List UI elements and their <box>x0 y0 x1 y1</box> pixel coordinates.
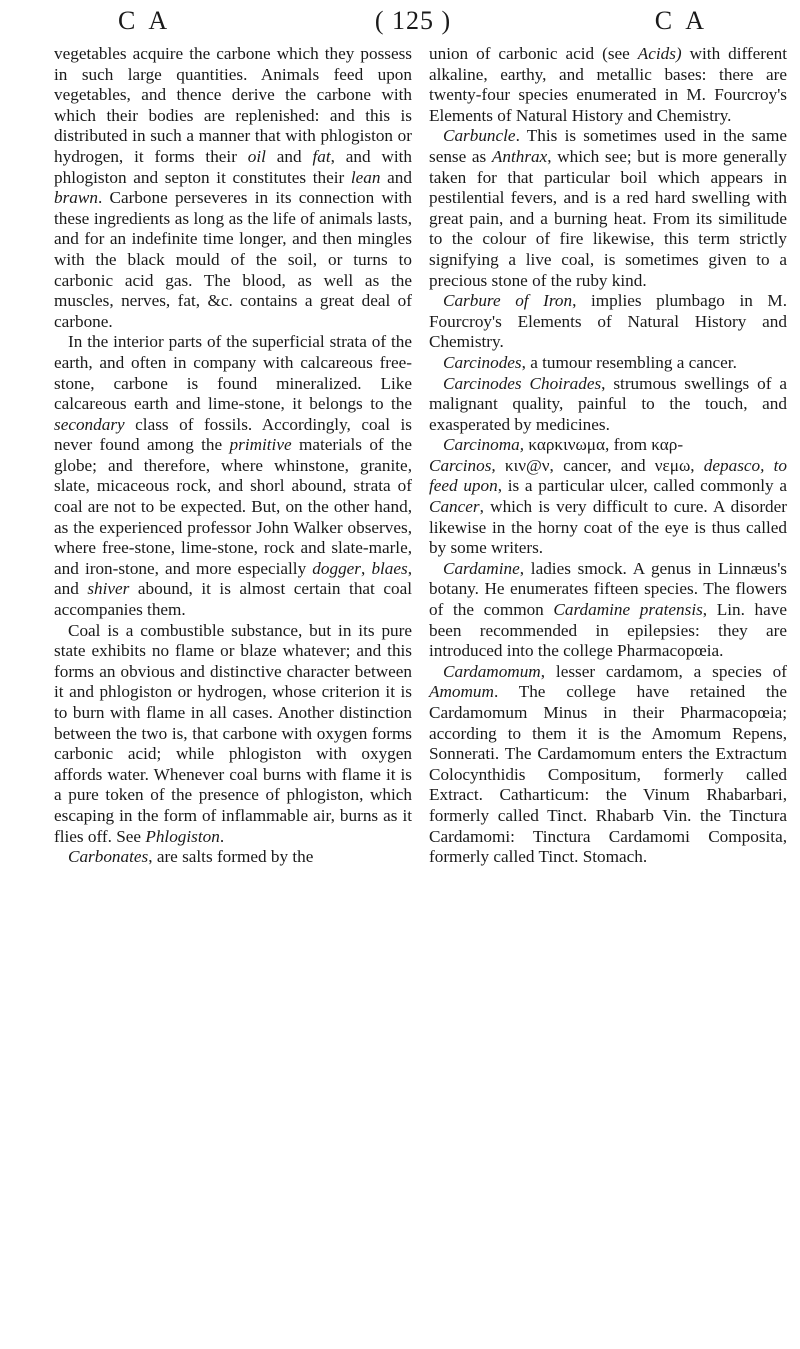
entry-term: Carbuncle <box>443 126 516 146</box>
entry-term: Cardamomum <box>443 661 541 681</box>
entry-carcinodes: Carcinodes, a tumour resembling a cancer. <box>443 352 737 372</box>
entry-carbonates: Carbonates, are salts formed by the <box>68 847 314 867</box>
paragraph-carbone-animals: vegetables acquire the carbone which they possess in such large quantities. Animals feed upon vegetables, and thence derive the carbone with which their bodies are replenished: and this is distributed in such a manner that with phlogiston or hydrogen, it forms their oil and fat, and with phlogiston and septon it constitutes their lean and brawn. Carbone perseveres in its connection with these ingredients as long as the life of animals lasts, and for an indefinite time longer, and then mingles with the black mould of the soil, or turns to carbonic acid gas. The blood, as well as the muscles, nerves, fat, &c. contains a great deal of carbone. <box>54 44 413 331</box>
right-column <box>429 44 787 868</box>
cross-reference-phlogiston: Phlogiston <box>145 826 220 846</box>
entry-term: Carbonates <box>68 847 149 867</box>
entry-term: Carcinos, <box>429 455 496 475</box>
paragraph-carbonates-continued: union of carbonic acid (see Acids) with different alkaline, earthy, and metallic bases: there are twenty-four species enumerated in M. Fourcroy's Elements of Natural History and Chemistry. <box>429 44 787 125</box>
entry-cardamomum: Cardamomum, lesser cardamom, a species of Amomum. The college have retained the Cardamomum Minus in their Pharmacopœia; according to them it is the Amomum Repens, Sonnerati. The Cardamomum enters the Extractum Colocynthidis Compositum, formerly called Extract. Catharticum: the Vinum Rhabarbari, formerly called Tinct. Rhabarb Vin. the Tinctura Cardamomi: Tinctura Cardamomi Composita, formerly called Tinct. Stomach. <box>429 661 787 867</box>
entry-term: Carbure of Iron <box>443 291 573 311</box>
entry-term: Carcinoma, <box>443 435 525 455</box>
left-column <box>54 44 412 868</box>
paragraph-coal: Coal is a combustible substance, but in its pure state exhibits no flame or blaze whatever; and this forms an obvious and distinctive character between it and phlogiston or hydrogen, whose criterion it is to burn with flame in all cases. Another distinction between the two is, that carbone with oxygen forms carbonic acid; while phlogiston with oxygen affords water. Whenever coal burns with flame it is a pure token of the presence of phlogiston, which escaping in the form of inflammable air, burns as it flies off. See Phlogiston. <box>54 620 412 846</box>
entry-term: Carcinodes Choirades <box>443 373 602 393</box>
running-head-right: C A <box>654 6 708 35</box>
running-head <box>118 6 708 36</box>
entry-carcinoma: Carcinoma, καρκινωμα, from καρ- Carcinos, κιν@ν, cancer, and νεμω, depasco, to feed upon, is a particular ulcer, called commonly a Cancer, which is very difficult to cure. A disorder likewise in the horny coat of the eye is thus called by some writers. <box>429 435 787 558</box>
entry-carbure-of-iron: Carbure of Iron, implies plumbago in M. Fourcroy's Elements of Natural History and Chemistry. <box>429 291 788 352</box>
entry-cardamine: Cardamine, ladies smock. A genus in Linnæus's botany. He enumerates fifteen species. The flowers of the common Cardamine pratensis, Lin. have been recommended in epilepsies: they are introduced into the college Pharmacopœia. <box>429 558 787 661</box>
page-number: ( 125 ) <box>374 6 452 35</box>
entry-term: Cardamine <box>443 558 520 578</box>
entry-term: Carcinodes <box>443 352 522 372</box>
running-head-left: C A <box>118 6 172 35</box>
entry-carbuncle: Carbuncle. This is sometimes used in the same sense as Anthrax, which see; but is more generally taken for that particular boil which appears in pestilential fevers, and is a red hard swelling with great pain, and a burning heat. From its similitude to the colour of fire likewise, this term strictly signifying a live coal, is sometimes given to a precious stone of the ruby kind. <box>429 126 787 290</box>
paragraph-carbone-mineral: In the interior parts of the superficial strata of the earth, and often in company with calcareous free-stone, carbone is found mineralized. Like calcareous earth and lime-stone, it belongs to the secondary class of fossils. Accordingly, coal is never found among the primitive materials of the globe; and therefore, where whinstone, granite, slate, micaceous rock, and shorl abound, strata of coal are not to be expected. But, on the other hand, as the experienced professor John Walker observes, where free-stone, lime-stone, rock and slate-marle, and iron-stone, and more especially dogger, blaes, and shiver abound, it is almost certain that coal accompanies them. <box>54 332 413 620</box>
entry-carcinodes-choirades: Carcinodes Choirades, strumous swellings of a malignant quality, painful to the touch, and exasperated by medicines. <box>429 373 788 434</box>
